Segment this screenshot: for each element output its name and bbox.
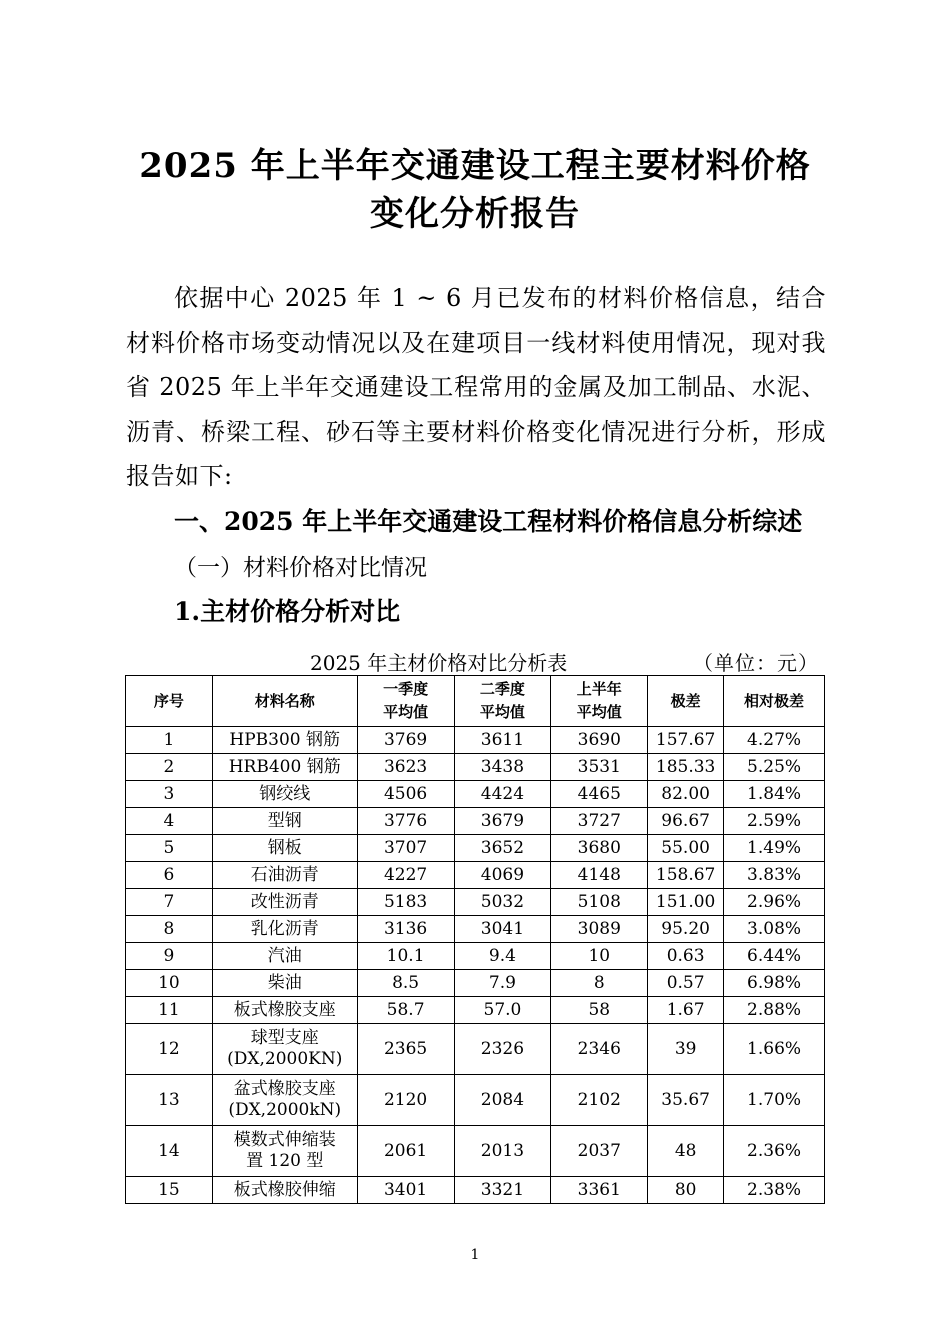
table-cell-q1-average: 2120 — [357, 1075, 454, 1126]
table-row — [126, 1177, 825, 1204]
table-cell-q2-average: 4424 — [454, 781, 551, 808]
table-cell-range: 1.67 — [648, 997, 724, 1024]
table-cell-range: 158.67 — [648, 862, 724, 889]
table-cell-h1-average: 2346 — [551, 1024, 648, 1075]
page-number: 1 — [470, 1247, 480, 1263]
table-cell-h1-average: 58 — [551, 997, 648, 1024]
table-cell-q2-average: 2326 — [454, 1024, 551, 1075]
table-cell-material-name: HPB300 钢筋 — [212, 727, 357, 754]
table-row — [126, 1126, 825, 1177]
table-cell-index: 5 — [126, 835, 213, 862]
table-cell-q2-average: 3652 — [454, 835, 551, 862]
table-cell-relative-range: 1.84% — [724, 781, 825, 808]
table-cell-h1-average: 5108 — [551, 889, 648, 916]
table-cell-material-name: 模数式伸缩装 置 120 型 — [212, 1126, 357, 1177]
table-cell-index: 15 — [126, 1177, 213, 1204]
document-title-line1: 2025 年上半年交通建设工程主要材料价格 — [139, 146, 811, 186]
table-cell-h1-average: 2102 — [551, 1075, 648, 1126]
table-cell-relative-range: 1.70% — [724, 1075, 825, 1126]
table-row — [126, 781, 825, 808]
table-cell-q2-average: 3679 — [454, 808, 551, 835]
table-cell-q1-average: 58.7 — [357, 997, 454, 1024]
table-cell-q1-average: 3136 — [357, 916, 454, 943]
table-cell-index: 6 — [126, 862, 213, 889]
table-cell-index: 7 — [126, 889, 213, 916]
table-cell-index: 10 — [126, 970, 213, 997]
table-row — [126, 835, 825, 862]
table-cell-index: 3 — [126, 781, 213, 808]
table-caption: 2025 年主材价格对比分析表 — [310, 651, 568, 675]
table-cell-material-name: 盆式橡胶支座 (DX,2000kN) — [212, 1075, 357, 1126]
table-header-row — [126, 676, 825, 727]
table-cell-q2-average: 5032 — [454, 889, 551, 916]
table-cell-relative-range: 2.36% — [724, 1126, 825, 1177]
table-cell-range: 151.00 — [648, 889, 724, 916]
table-cell-relative-range: 1.66% — [724, 1024, 825, 1075]
table-cell-relative-range: 6.98% — [724, 970, 825, 997]
table-cell-material-name: 钢板 — [212, 835, 357, 862]
table-row — [126, 862, 825, 889]
table-cell-q1-average: 5183 — [357, 889, 454, 916]
table-cell-h1-average: 3531 — [551, 754, 648, 781]
intro-paragraph: 依据中心 2025 年 1 ~ 6 月已发布的材料价格信息，结合材料价格市场变动情况以及在建项目一线材料使用情况，现对我省 2025 年上半年交通建设工程常用的金属及加工制品、水泥、沥青、桥梁工程、砂石等主要材料价格变化情况进行分析，形成报告如下: — [126, 284, 826, 490]
table-cell-relative-range: 2.59% — [724, 808, 825, 835]
table-cell-range: 80 — [648, 1177, 724, 1204]
table-cell-h1-average: 4148 — [551, 862, 648, 889]
table-row — [126, 1024, 825, 1075]
table-cell-relative-range: 4.27% — [724, 727, 825, 754]
table-header-col-index: 序号 — [126, 676, 213, 727]
table-cell-relative-range: 5.25% — [724, 754, 825, 781]
table-header-col-relative-range: 相对极差 — [724, 676, 825, 727]
table-cell-material-name: 改性沥青 — [212, 889, 357, 916]
table-cell-q1-average: 3776 — [357, 808, 454, 835]
table-cell-range: 48 — [648, 1126, 724, 1177]
document-title-line2: 变化分析报告 — [370, 194, 580, 234]
table-cell-q2-average: 2084 — [454, 1075, 551, 1126]
table-cell-material-name: 板式橡胶支座 — [212, 997, 357, 1024]
table-cell-index: 2 — [126, 754, 213, 781]
table-cell-h1-average: 3727 — [551, 808, 648, 835]
table-cell-range: 35.67 — [648, 1075, 724, 1126]
table-cell-relative-range: 6.44% — [724, 943, 825, 970]
table-cell-relative-range: 2.96% — [724, 889, 825, 916]
table-cell-range: 185.33 — [648, 754, 724, 781]
table-cell-index: 1 — [126, 727, 213, 754]
table-cell-q2-average: 3611 — [454, 727, 551, 754]
table-cell-material-name: 钢绞线 — [212, 781, 357, 808]
table-cell-range: 55.00 — [648, 835, 724, 862]
table-cell-q1-average: 10.1 — [357, 943, 454, 970]
price-comparison-table — [125, 675, 825, 1204]
table-cell-material-name: 柴油 — [212, 970, 357, 997]
table-cell-q1-average: 3707 — [357, 835, 454, 862]
table-header-col-q1-average: 一季度 平均值 — [357, 676, 454, 727]
table-header-col-material-name: 材料名称 — [212, 676, 357, 727]
table-cell-h1-average: 3089 — [551, 916, 648, 943]
table-cell-range: 0.63 — [648, 943, 724, 970]
table-cell-index: 9 — [126, 943, 213, 970]
table-row — [126, 889, 825, 916]
table-cell-q1-average: 3401 — [357, 1177, 454, 1204]
table-cell-relative-range: 1.49% — [724, 835, 825, 862]
table-cell-h1-average: 3690 — [551, 727, 648, 754]
table-cell-h1-average: 3361 — [551, 1177, 648, 1204]
table-cell-index: 13 — [126, 1075, 213, 1126]
table-cell-q2-average: 3438 — [454, 754, 551, 781]
table-cell-q2-average: 3321 — [454, 1177, 551, 1204]
table-cell-q2-average: 4069 — [454, 862, 551, 889]
table-row — [126, 970, 825, 997]
table-cell-range: 82.00 — [648, 781, 724, 808]
table-row — [126, 1075, 825, 1126]
table-cell-range: 96.67 — [648, 808, 724, 835]
table-row — [126, 943, 825, 970]
table-cell-range: 157.67 — [648, 727, 724, 754]
table-unit: （单位：元） — [693, 651, 819, 675]
table-cell-q2-average: 57.0 — [454, 997, 551, 1024]
table-cell-material-name: 乳化沥青 — [212, 916, 357, 943]
subsection-heading: （一）材料价格对比情况 — [174, 555, 427, 581]
table-cell-q1-average: 4227 — [357, 862, 454, 889]
table-row — [126, 916, 825, 943]
table-cell-h1-average: 10 — [551, 943, 648, 970]
table-cell-q1-average: 2365 — [357, 1024, 454, 1075]
table-cell-relative-range: 3.08% — [724, 916, 825, 943]
table-cell-q1-average: 2061 — [357, 1126, 454, 1177]
table-cell-material-name: 球型支座 (DX,2000KN) — [212, 1024, 357, 1075]
table-cell-index: 8 — [126, 916, 213, 943]
table-header-col-q2-average: 二季度 平均值 — [454, 676, 551, 727]
table-cell-material-name: 汽油 — [212, 943, 357, 970]
table-cell-h1-average: 4465 — [551, 781, 648, 808]
table-cell-index: 12 — [126, 1024, 213, 1075]
table-cell-q2-average: 2013 — [454, 1126, 551, 1177]
table-header-col-range: 极差 — [648, 676, 724, 727]
table-cell-relative-range: 2.38% — [724, 1177, 825, 1204]
table-cell-q1-average: 3623 — [357, 754, 454, 781]
table-cell-q2-average: 9.4 — [454, 943, 551, 970]
table-cell-q1-average: 3769 — [357, 727, 454, 754]
table-cell-h1-average: 3680 — [551, 835, 648, 862]
table-header-col-h1-average: 上半年 平均值 — [551, 676, 648, 727]
table-cell-index: 14 — [126, 1126, 213, 1177]
table-cell-h1-average: 8 — [551, 970, 648, 997]
table-cell-range: 0.57 — [648, 970, 724, 997]
table-cell-q2-average: 7.9 — [454, 970, 551, 997]
section-heading: 一、2025 年上半年交通建设工程材料价格信息分析综述 — [174, 507, 803, 536]
table-row — [126, 997, 825, 1024]
table-cell-q2-average: 3041 — [454, 916, 551, 943]
table-cell-q1-average: 4506 — [357, 781, 454, 808]
table-row — [126, 754, 825, 781]
table-cell-material-name: 型钢 — [212, 808, 357, 835]
table-cell-q1-average: 8.5 — [357, 970, 454, 997]
table-cell-relative-range: 3.83% — [724, 862, 825, 889]
subsubsection-heading: 1.主材价格分析对比 — [174, 597, 401, 626]
table-cell-material-name: 石油沥青 — [212, 862, 357, 889]
table-cell-relative-range: 2.88% — [724, 997, 825, 1024]
table-cell-material-name: 板式橡胶伸缩 — [212, 1177, 357, 1204]
table-cell-range: 39 — [648, 1024, 724, 1075]
table-cell-h1-average: 2037 — [551, 1126, 648, 1177]
table-row — [126, 808, 825, 835]
table-row — [126, 727, 825, 754]
table-cell-index: 11 — [126, 997, 213, 1024]
table-cell-material-name: HRB400 钢筋 — [212, 754, 357, 781]
table-cell-index: 4 — [126, 808, 213, 835]
table-cell-range: 95.20 — [648, 916, 724, 943]
